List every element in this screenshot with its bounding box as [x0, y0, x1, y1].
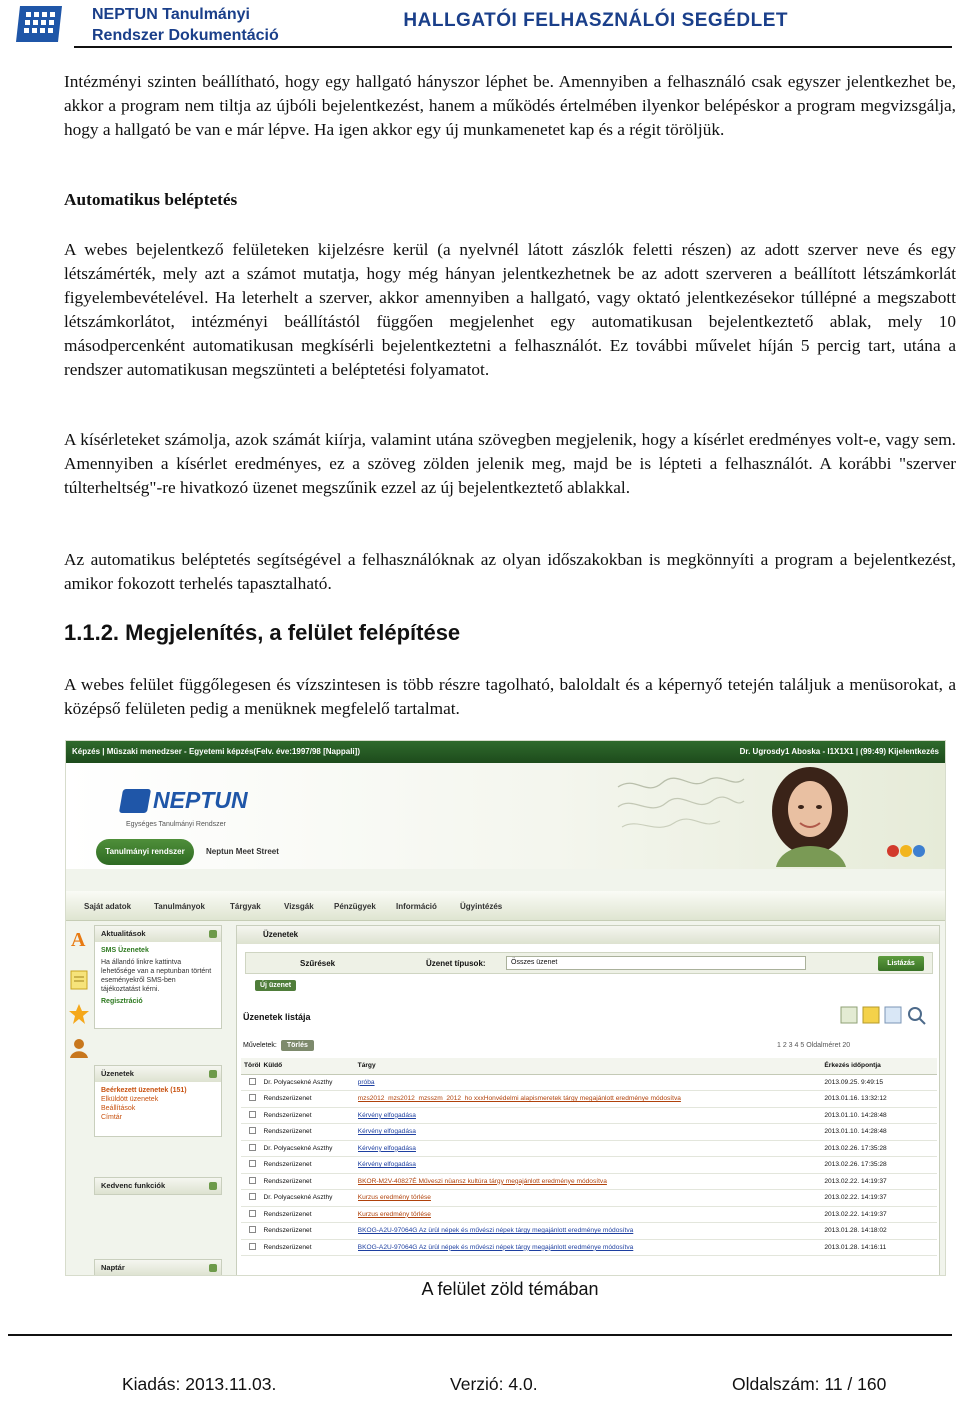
page-header [0, 0, 960, 48]
calendar-panel-title: Naptár [101, 1263, 125, 1272]
topbar-user[interactable]: Dr. Ugrosdy1 Aboska - I1X1X1 | (99:49) Kijelentkezés [739, 747, 939, 756]
row-sender: Rendszerüzenet [264, 1206, 358, 1223]
user-icon[interactable] [68, 1037, 90, 1059]
screenshot-topbar [66, 741, 945, 763]
row-checkbox[interactable] [241, 1140, 264, 1157]
row-subject[interactable]: Kérvény elfogadása [358, 1140, 825, 1157]
row-checkbox[interactable] [241, 1223, 264, 1240]
footer-page: Oldalszám: 11 / 160 [732, 1374, 887, 1394]
footer-version: Verzió: 4.0. [450, 1374, 538, 1394]
header-divider [74, 46, 952, 48]
col-date[interactable]: Érkezés időpontja [824, 1058, 937, 1074]
paragraph-auto-login-2: A kísérleteket számolja, azok számát kiírja, valamint utána szövegben megjelenik, hogy a kísérlet eredményes volt-e, vagy sem. Amennyiben a kísérlet eredményes, ez a szöveg zölden jelenik meg, majd be is lépteti a felhasználót. A korábbi "szerver túlterheltség"-re hivatkozó üzenet megszűnik ezzel az új bejelentkeztető ablakkal. [64, 430, 956, 497]
row-sender: Dr. Polyacsekné Aszthy [264, 1140, 358, 1157]
woman-photo-icon [746, 767, 866, 867]
menu-personal-data[interactable]: Saját adatok [84, 902, 132, 911]
menu-subjects[interactable]: Tárgyak [230, 902, 261, 911]
delete-button[interactable]: Törlés [281, 1040, 314, 1051]
menu-administration[interactable]: Ügyintézés [460, 902, 503, 911]
list-button[interactable]: Listázás [878, 956, 924, 971]
row-date: 2013.02.22. 14:19:37 [824, 1173, 937, 1190]
calendar-panel [94, 1259, 222, 1276]
screenshot-banner [66, 763, 945, 869]
notes-icon[interactable] [68, 969, 90, 991]
menu-finances[interactable]: Pénzügyek [334, 902, 376, 911]
news-panel-body [95, 942, 221, 1010]
figure-caption: A felület zöld témában [421, 1279, 599, 1299]
table-header-row [241, 1058, 937, 1074]
meet-street-link[interactable]: Neptun Meet Street [206, 847, 279, 856]
section-heading: 1.1.2. Megjelenítés, a felület felépítése [64, 620, 461, 645]
filter-type-label: Üzenet típusok: [426, 959, 486, 968]
doc-system-line2: Rendszer Dokumentáció [92, 27, 279, 44]
favorites-panel [94, 1177, 222, 1195]
row-checkbox[interactable] [241, 1206, 264, 1223]
table-row[interactable] [241, 1157, 937, 1174]
row-sender: Rendszerüzenet [264, 1157, 358, 1174]
col-sender[interactable]: Küldő [264, 1058, 358, 1074]
row-checkbox[interactable] [241, 1124, 264, 1141]
paragraph-auto-login-3: Az automatikus beléptetés segítségével a felhasználóknak az olyan időszakokban is megkönnyíti a program a bejelentkezést, amikor fokozott terhelés tapasztalható. [64, 550, 956, 593]
list-tools-icons [839, 1004, 929, 1026]
news-panel-title: Aktualitások [101, 929, 146, 938]
messages-panel-title: Üzenetek [101, 1069, 134, 1078]
table-row[interactable] [241, 1124, 937, 1141]
paragraph-auto-login-1: A webes bejelentkező felületeken kijelzésre kerül (a nyelvnél látott zászlók feletti részen) az adott szerver neve és egy létszámérték, mely azt a számot mutatja, hogy még hányan jelentkezhetnek be az adott szerveren a beállított létszámkorlát figyelembevételével. Ha leterhelt a szerver, akkor amennyiben a hallgató, vagy oktató jelentkezésekor túllépné a megszabott létszámkorlátot, intézményi beállítástól függően megjelenhet egy automatikusan bejelentkeztető ablak, mely 10 másodpercenként automatikusan megkísérli bejelentkeztetni a felhasználót. Ez további művelet híján 5 percig tart, utána a rendszer automatikusan megszünteti a beléptetési folyamatot. [64, 240, 956, 379]
collapse-icon[interactable] [209, 1070, 217, 1078]
favorites-panel-header[interactable] [95, 1178, 221, 1194]
row-checkbox[interactable] [241, 1074, 264, 1091]
new-message-button[interactable]: Új üzenet [255, 980, 296, 991]
doc-guide-title: HALLGATÓI FELHASZNÁLÓI SEGÉDLET [403, 10, 788, 31]
new-message-row [251, 980, 296, 991]
news-panel [94, 925, 222, 1029]
sms-register-link[interactable]: Regisztráció [101, 998, 143, 1005]
menu-information[interactable]: Információ [396, 902, 437, 911]
neptun-brand [121, 787, 247, 817]
neptun-screenshot [65, 740, 946, 1276]
heading-auto-login: Automatikus beléptetés [64, 190, 238, 209]
row-date: 2013.02.22. 14:19:37 [824, 1190, 937, 1207]
row-checkbox[interactable] [241, 1190, 264, 1207]
table-row[interactable] [241, 1140, 937, 1157]
footer-divider [8, 1334, 952, 1336]
row-subject[interactable]: BKOG-A2U-97064G Az ürül népek és művészi népek tárgy megajánlott eredménye módosítva [358, 1239, 825, 1256]
message-list-title: Üzenetek listája [243, 1012, 311, 1022]
paragraph-login-limit: Intézményi szinten beállítható, hogy egy hallgató hányszor léphet be. Amennyiben a felhasználó csak egyszer jelentkezhet be, akkor a program nem tiltja az újbóli bejelentkezést, hanem a működés értelmében ilyenkor belépéskor a program megvizsgálja, hogy a hallgató be van e már lépve. Ha igen akkor egy új munkamenetet kap és a régit töröljük. [64, 72, 956, 139]
handwriting-icon [616, 773, 746, 843]
row-checkbox[interactable] [241, 1107, 264, 1124]
main-menu [66, 891, 945, 921]
message-table [241, 1058, 937, 1256]
filter-label[interactable]: Szűrések [300, 959, 336, 968]
row-checkbox[interactable] [241, 1239, 264, 1256]
row-date: 2013.02.26. 17:35:28 [824, 1157, 937, 1174]
row-subject[interactable]: Kérvény elfogadása [358, 1107, 825, 1124]
row-date: 2013.01.10. 14:28:48 [824, 1124, 937, 1141]
status-icons [886, 843, 926, 859]
decorative-handwriting [616, 773, 746, 849]
directory-link[interactable]: Címtár [101, 1114, 122, 1121]
left-sidebar [66, 925, 226, 1276]
sent-link[interactable]: Elküldött üzenetek [101, 1096, 159, 1103]
messages-panel-body [95, 1082, 221, 1126]
row-subject[interactable]: BKOG-A2U-97064G Az ürül népek és művészi népek tárgy megajánlott eredménye módosítva [358, 1223, 825, 1240]
neptun-brand-sub: Egységes Tanulmányi Rendszer [126, 821, 226, 828]
operations-label: Műveletek: [243, 1042, 277, 1049]
sms-text: Ha állandó linkre kattintva lehetősége van a neptunban történt eseményekről SMS-ben tájékoztatást kérni. [101, 959, 212, 993]
operations-row [243, 1040, 314, 1051]
collapse-icon[interactable] [209, 1264, 217, 1272]
table-row[interactable] [241, 1206, 937, 1223]
row-date: 2013.01.28. 14:18:02 [824, 1223, 937, 1240]
row-subject[interactable]: próba [358, 1074, 825, 1091]
row-subject[interactable]: Kurzus eredmény törlése [358, 1190, 825, 1207]
collapse-icon[interactable] [209, 930, 217, 938]
row-sender: Rendszerüzenet [264, 1173, 358, 1190]
table-row[interactable] [241, 1091, 937, 1108]
messages-main [236, 925, 940, 1276]
menu-exams[interactable]: Vizsgák [284, 902, 314, 911]
row-subject[interactable]: Kurzus eredmény törlése [358, 1206, 825, 1223]
pager[interactable]: 1 2 3 4 5 Oldalméret 20 [777, 1042, 851, 1049]
row-subject[interactable]: BKOR-M2V-40827É Műveszi nüansz kultúra tárgy megajánlott eredménye módosítva [358, 1173, 825, 1190]
row-date: 2013.09.25. 9:49:15 [824, 1074, 937, 1091]
row-sender: Dr. Polyacsekné Aszthy [264, 1190, 358, 1207]
study-system-pill[interactable]: Tanulmányi rendszer [96, 839, 194, 865]
doc-system-title [92, 4, 279, 46]
sms-title: SMS Üzenetek [101, 947, 149, 954]
row-date: 2013.01.16. 13:32:12 [824, 1091, 937, 1108]
neptun-mark-icon [119, 789, 151, 813]
row-sender: Rendszerüzenet [264, 1239, 358, 1256]
row-subject[interactable]: Kérvény elfogadása [358, 1157, 825, 1174]
row-date: 2013.01.28. 14:16:11 [824, 1239, 937, 1256]
table-row[interactable] [241, 1239, 937, 1256]
message-type-select[interactable]: Összes üzenet [506, 956, 806, 970]
calendar-panel-header[interactable] [95, 1260, 221, 1276]
paragraph-layout: A webes felület függőlegesen és vízszintesen is több részre tagolható, baloldalt és a képernyő tetején találjuk a menüsorokat, a középső felületen pedig a menüknek megfelelő tartalmat. [64, 675, 956, 718]
star-icon[interactable] [68, 1003, 90, 1025]
row-sender: Rendszerüzenet [264, 1223, 358, 1240]
col-delete[interactable]: Töröl [241, 1058, 264, 1074]
table-row[interactable] [241, 1190, 937, 1207]
svg-text:A: A [71, 929, 86, 949]
messages-panel [94, 1065, 222, 1137]
row-checkbox[interactable] [241, 1157, 264, 1174]
neptun-logo-icon [14, 4, 64, 44]
table-row[interactable] [241, 1173, 937, 1190]
row-sender: Rendszerüzenet [264, 1107, 358, 1124]
row-sender: Dr. Polyacsekné Aszthy [264, 1074, 358, 1091]
inbox-link[interactable]: Beérkezett üzenetek (151) [101, 1087, 187, 1094]
row-date: 2013.02.22. 14:19:37 [824, 1206, 937, 1223]
row-checkbox[interactable] [241, 1173, 264, 1190]
row-subject[interactable]: Kérvény elfogadása [358, 1124, 825, 1141]
news-panel-header [95, 926, 221, 942]
row-date: 2013.02.26. 17:35:28 [824, 1140, 937, 1157]
table-row[interactable] [241, 1107, 937, 1124]
row-sender: Rendszerüzenet [264, 1091, 358, 1108]
row-sender: Rendszerüzenet [264, 1124, 358, 1141]
table-row[interactable] [241, 1074, 937, 1091]
footer-issue: Kiadás: 2013.11.03. [122, 1374, 277, 1394]
font-size-icon[interactable] [68, 927, 90, 949]
row-date: 2013.01.10. 14:28:48 [824, 1107, 937, 1124]
table-row[interactable] [241, 1223, 937, 1240]
doc-system-line1: NEPTUN Tanulmányi [92, 6, 250, 23]
topbar-training[interactable]: Képzés | Műszaki menedzser - Egyetemi képzés(Felv. éve:1997/98 [Nappali]) [72, 747, 360, 756]
favorites-panel-title: Kedvenc funkciók [101, 1181, 166, 1190]
collapse-icon[interactable] [209, 1182, 217, 1190]
row-checkbox[interactable] [241, 1091, 264, 1108]
menu-studies[interactable]: Tanulmányok [154, 902, 205, 911]
col-subject[interactable]: Tárgy [358, 1058, 825, 1074]
messages-title: Üzenetek [237, 926, 939, 944]
filter-bar [245, 952, 933, 974]
neptun-brand-text: NEPTUN [153, 787, 248, 813]
settings-link[interactable]: Beállítások [101, 1105, 136, 1112]
row-subject[interactable]: mzs2012_mzs2012_mzsszm_2012_ho xxxHonvédelmi alapismeretek tárgy megajánlott eredménye módosítva [358, 1091, 825, 1108]
messages-panel-header [95, 1066, 221, 1082]
